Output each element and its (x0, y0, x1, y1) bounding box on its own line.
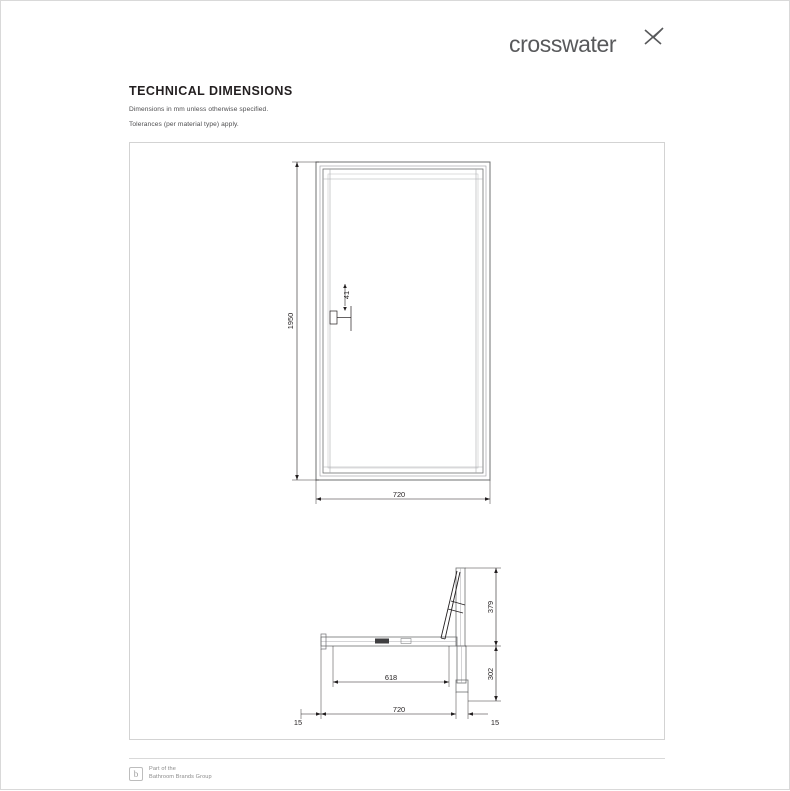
b-icon: b (129, 767, 143, 781)
plan-inner-width-label: 618 (384, 673, 398, 682)
footer-line-1: Part of the (149, 766, 176, 772)
plan-width-label: 720 (392, 705, 406, 714)
x-icon (643, 27, 665, 49)
plan-right-offset-label: 15 (490, 718, 500, 727)
note-line-1: Dimensions in mm unless otherwise specified. (129, 106, 269, 113)
front-height-label: 1950 (286, 312, 295, 330)
front-width-label: 720 (392, 490, 406, 499)
note-line-2: Tolerances (per material type) apply. (129, 121, 239, 128)
plan-inner-depth-label: 302 (486, 667, 495, 681)
brand-logo (509, 29, 669, 63)
page-title: TECHNICAL DIMENSIONS (129, 84, 293, 98)
plan-left-offset-label: 15 (293, 718, 303, 727)
plan-depth-label: 379 (486, 600, 495, 614)
drawing-frame (129, 142, 665, 740)
footer-line-2: Bathroom Brands Group (149, 774, 212, 780)
brand-name: crosswater (509, 31, 617, 57)
handle-label: 41 (342, 290, 351, 300)
footer (129, 766, 429, 788)
footer-divider (129, 758, 665, 759)
